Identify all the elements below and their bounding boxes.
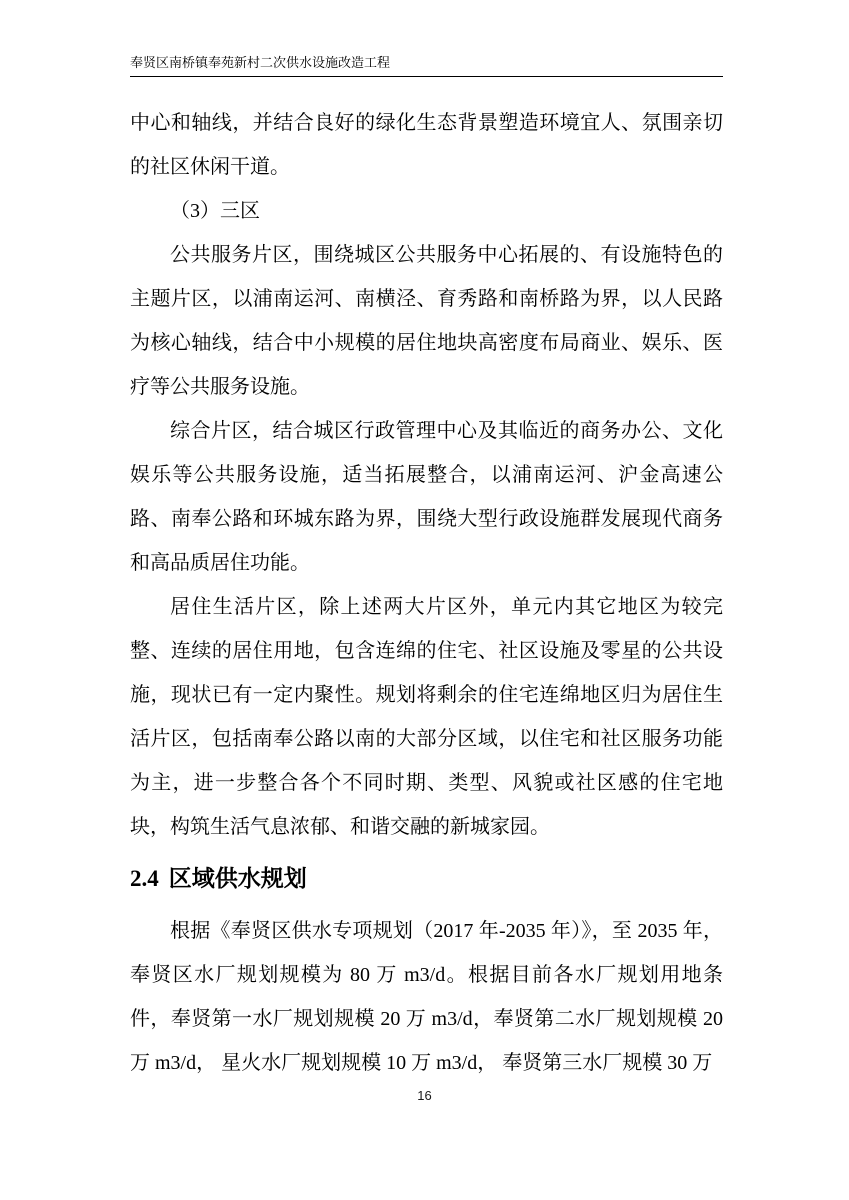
- paragraph-list-item-3: （3）三区: [170, 200, 260, 222]
- paragraph-residential-zone: 居住生活片区，除上述两大片区外，单元内其它地区为较完整、连续的居住用地，包含连绵的住宅、社区设施及零星的公共设施，现状已有一定内聚性。规划将剩余的住宅连绵地区归为居住生活片区，包括南奉公路以南的大部分区域，以住宅和社区服务功能为主，进一步整合各个不同时期、类型、风貌或社区感的住宅地块，构筑生活气息浓郁、和谐交融的新城家园。: [130, 596, 723, 838]
- section-heading-number: 2.4: [130, 866, 159, 891]
- paragraph-continuation: 中心和轴线，并结合良好的绿化生态背景塑造环境宜人、氛围亲切的社区休闲干道。: [130, 112, 723, 178]
- page-number: 16: [417, 1088, 432, 1103]
- page-header: [130, 56, 723, 77]
- page-footer: [0, 1088, 849, 1104]
- paragraph-comprehensive-zone: 综合片区，结合城区行政管理中心及其临近的商务办公、文化娱乐等公共服务设施，适当拓展整合，以浦南运河、沪金高速公路、南奉公路和环城东路为界，围绕大型行政设施群发展现代商务和高品质居住功能。: [130, 420, 723, 574]
- document-content: [130, 101, 723, 1085]
- paragraph-water-supply-plan: 根据《奉贤区供水专项规划（2017 年-2035 年）》，至 2035 年，奉贤区水厂规划规模为 80 万 m3/d。根据目前各水厂规划用地条件，奉贤第一水厂规划规模 20 万 m3/d，奉贤第二水厂规划规模 20 万 m3/d， 星火水厂规划规模 10 万 m3/d， 奉贤第三水厂规模 30 万: [130, 920, 723, 1074]
- section-heading-2-4: [130, 863, 723, 895]
- header-project-title: 奉贤区南桥镇奉苑新村二次供水设施改造工程: [130, 55, 391, 70]
- section-heading-title: 区域供水规划: [168, 866, 307, 891]
- paragraph-public-service-zone: 公共服务片区，围绕城区公共服务中心拓展的、有设施特色的主题片区，以浦南运河、南横泾、育秀路和南桥路为界，以人民路为核心轴线，结合中小规模的居住地块高密度布局商业、娱乐、医疗等公共服务设施。: [130, 244, 723, 398]
